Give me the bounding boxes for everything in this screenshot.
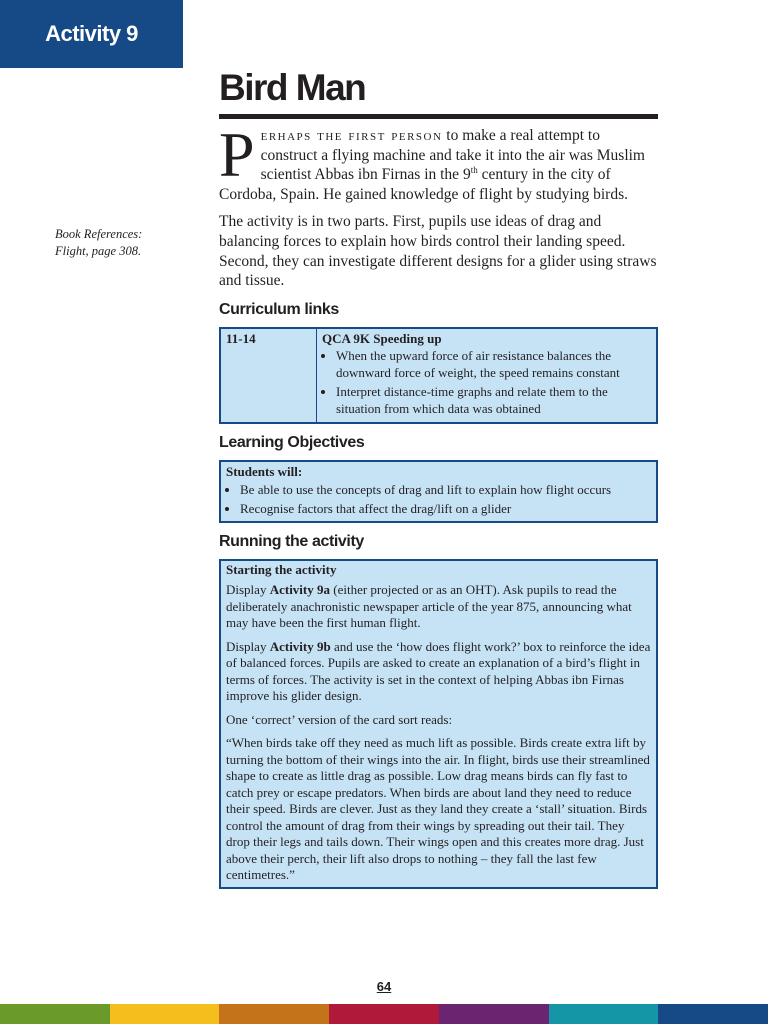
card-sort-quote: “When birds take off they need as much lift as possible. Birds create extra lift by turning the bottom of their wings into the air. In flight, birds use their streamlined shape to create as little drag as possible. Low drag means birds can fly fast to catch prey or escape predators. When birds are about land they need to reduce their speed. Birds are clever. Just as they land they create a ‘stall’ situation. Birds control the amount of drag from their wings by spreading out their tail. They drop their legs and tails down. Their wings open and this creates more drag. Just above their perch, their lift also drops to nothing – they fall the last few centimetres.” [226,735,650,883]
curriculum-table [221,329,656,423]
curriculum-bullets [322,348,652,417]
intro-superscript: th [470,165,478,176]
color-bar-segment [0,1004,110,1024]
activity-tab [0,0,183,68]
intro-text-2: century in the city of Cordoba, Spain. He gained knowledge of flight by studying birds. [219,166,628,203]
objectives-heading: Learning Objectives [219,434,365,452]
objectives-bullets [226,482,651,518]
running-subheading: Starting the activity [226,561,337,577]
list-item: • Recognise factors that affect the drag/lift on a glider [240,501,651,518]
intro-paragraph [219,119,658,204]
running-box [219,559,658,889]
list-item: • Be able to use the concepts of drag and lift to explain how flight occurs [240,482,651,499]
p1-pre: Display [226,582,270,598]
curriculum-detail-cell [317,329,657,423]
color-bar-segment [549,1004,659,1024]
sidenote-line-1: Book References: [55,227,143,241]
color-bar-segment [439,1004,549,1024]
running-paragraph-1 [226,582,651,632]
activity-label: Activity 9 [45,21,138,46]
intro-text-1: to make a real attempt to construct a flying machine and take it into the air was Muslim scientist Abbas ibn Firnas in the 9 [260,127,645,184]
list-item: • When the upward force of air resistance balances the downward force of weight, the speed remains constant [336,348,652,381]
p2-pre: Display [226,638,270,654]
drop-cap: P [219,119,255,190]
curriculum-box [219,327,658,425]
objectives-lead: Students will: [226,464,303,480]
p2-bold: Activity 9b [269,638,331,654]
objectives-box [219,460,658,523]
curriculum-unit: QCA 9K Speeding up [322,330,442,346]
running-paragraph-2 [226,639,651,705]
activity-overview-paragraph: The activity is in two parts. First, pupils use ideas of drag and balancing forces to explain how birds control their landing speed. Second, they can investigate different designs for a glider using straws and tissue. [219,213,657,290]
color-bar-segment [329,1004,439,1024]
p2-post: and use the ‘how does flight work?’ box to reinforce the idea of balanced forces. Pupils are asked to create an explanation of a bird’s flight in terms of forces. The activity is set in the context of helping Abbas ibn Firnas improve his glider design. [226,638,651,704]
color-bar-segment [219,1004,329,1024]
p1-bold: Activity 9a [269,582,330,598]
table-row [221,329,656,423]
book-references-note [55,226,175,260]
intro-smallcaps: erhaps the first person [260,127,443,144]
running-paragraph-3: One ‘correct’ version of the card sort reads: [226,711,453,727]
page-title: Bird Man [219,67,366,108]
main-content [219,119,658,889]
list-item: • Interpret distance-time graphs and relate them to the situation from which data was obtained [336,384,652,417]
footer-color-bar [0,1004,768,1024]
running-heading: Running the activity [219,532,364,550]
p1-post: (either projected or as an OHT). Ask pupils to read the deliberately anachronistic newspaper article of the year 875, announcing what may have been the first human flight. [226,582,632,631]
color-bar-segment [110,1004,220,1024]
sidenote-line-2: Flight, page 308. [55,244,142,258]
age-range-cell: 11-14 [221,329,317,423]
color-bar-segment [658,1004,768,1024]
page-number: 64 [376,979,392,994]
curriculum-heading: Curriculum links [219,300,339,318]
title-rule [219,114,658,119]
